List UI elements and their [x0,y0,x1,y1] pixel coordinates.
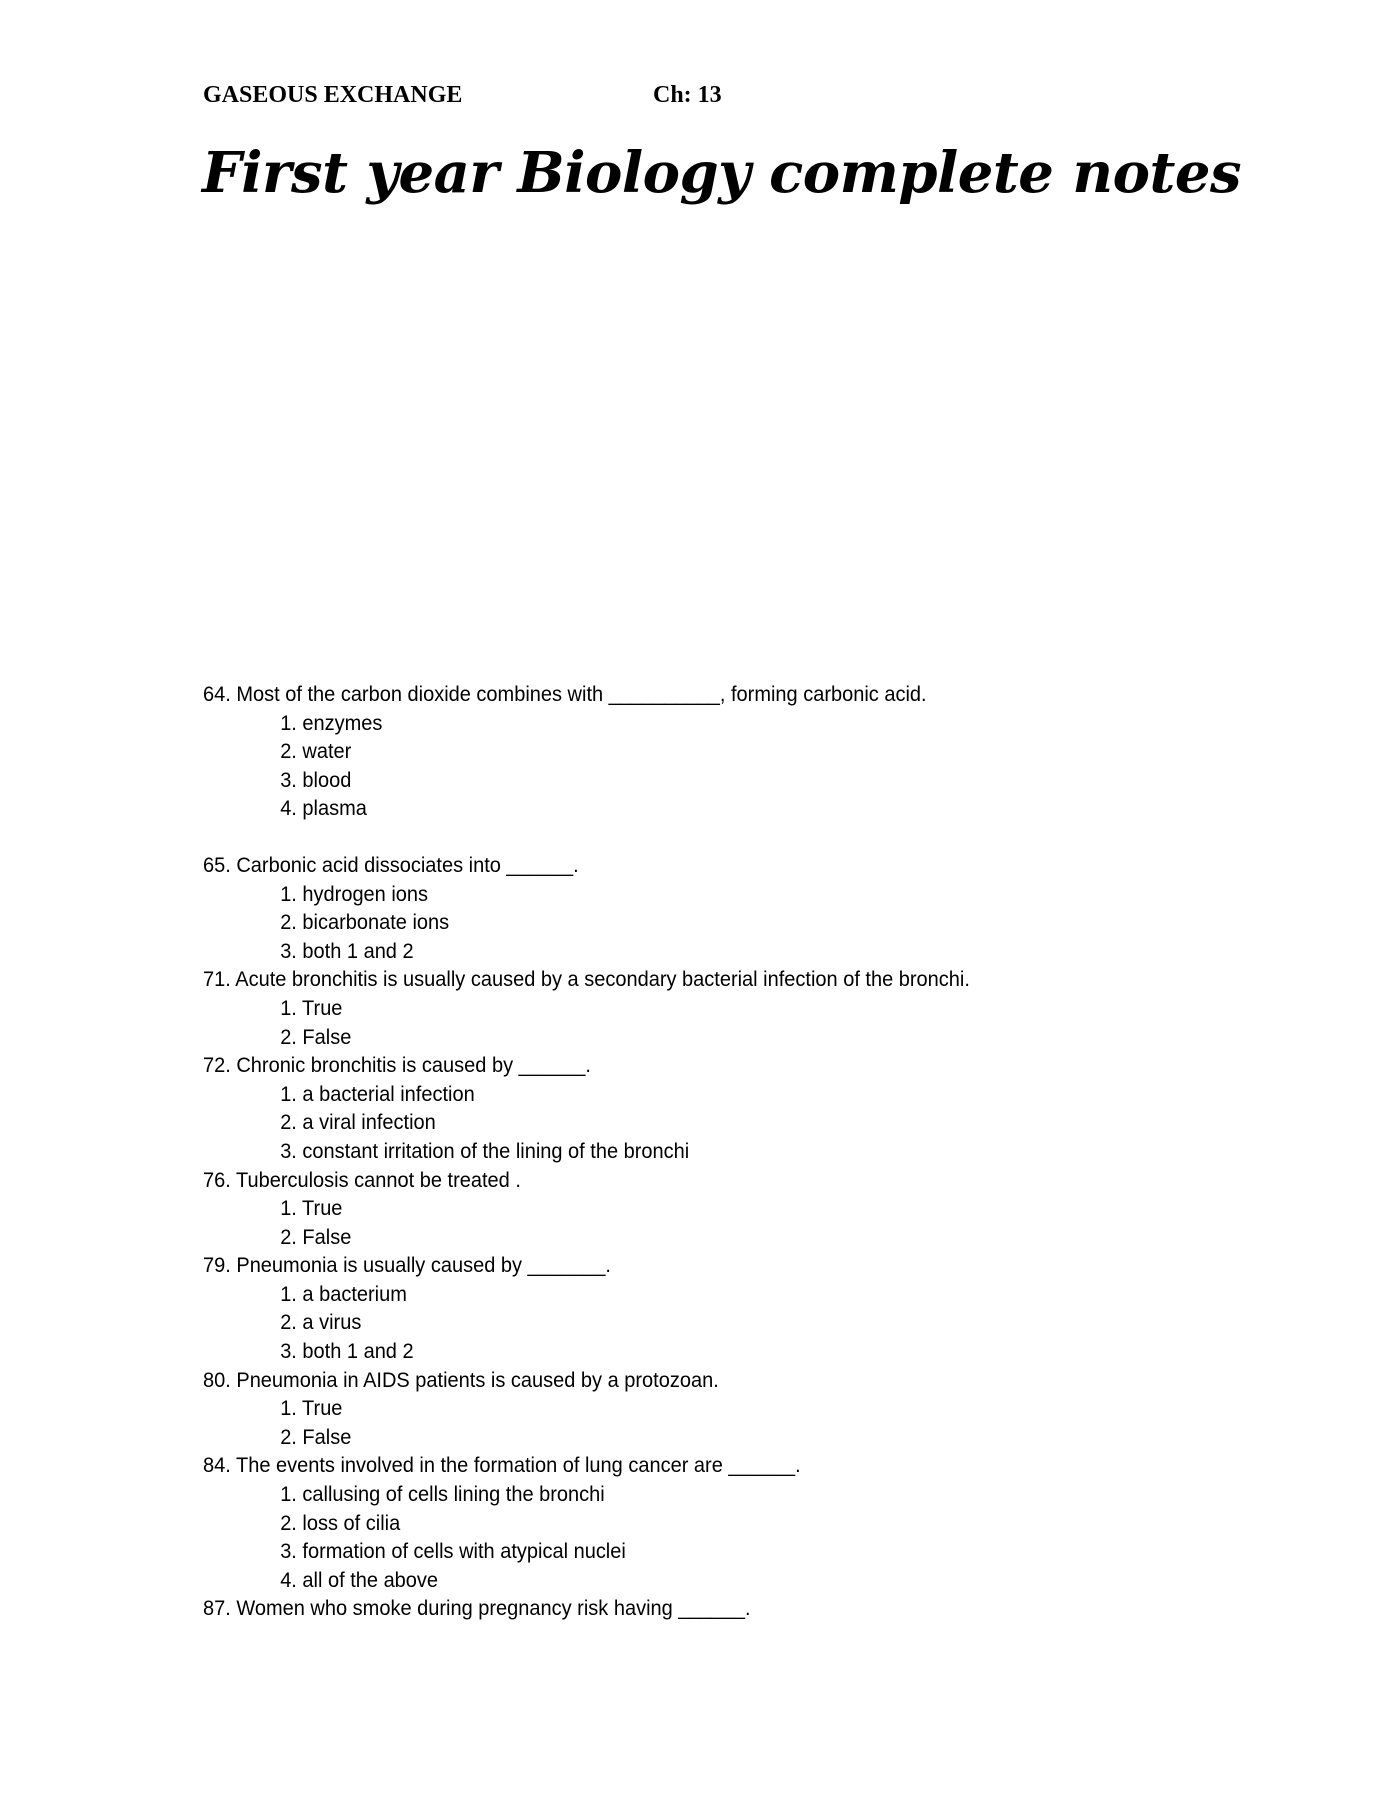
option-list [203,1280,1226,1366]
option-item: 3. both 1 and 2 [280,1339,414,1364]
option-list [203,994,1226,1051]
option-list [203,880,1226,966]
question-stem: 76. Tuberculosis cannot be treated . [203,1167,521,1192]
option-item: 2. a viral infection [280,1110,436,1135]
option-item: 1. a bacterium [280,1281,407,1306]
question-stem: 65. Carbonic acid dissociates into ______. [203,852,579,877]
option-item: 2. bicarbonate ions [280,910,450,935]
question-stem: 80. Pneumonia in AIDS patients is caused by a protozoan. [203,1367,719,1392]
option-item: 4. plasma [280,796,367,821]
option-item: 1. callusing of cells lining the bronchi [280,1482,605,1507]
option-item: 2. False [280,1224,352,1249]
question-stem: 87. Women who smoke during pregnancy risk having ______. [203,1596,751,1621]
option-item: 2. False [280,1424,352,1449]
question-65 [203,851,1226,965]
spacer [203,823,1226,851]
question-stem: 71. Acute bronchitis is usually caused by a secondary bacterial infection of the bronchi. [203,967,970,992]
header-subject: GASEOUS EXCHANGE [203,82,463,108]
question-stem: 72. Chronic bronchitis is caused by ______. [203,1053,591,1078]
option-item: 2. False [280,1024,352,1049]
question-71 [203,965,1226,1051]
option-item: 1. enzymes [280,710,383,735]
question-stem: 64. Most of the carbon dioxide combines with __________, forming carbonic acid. [203,682,927,706]
question-84 [203,1451,1226,1594]
question-64 [203,680,1226,823]
option-list [203,1394,1226,1451]
option-list [203,1080,1226,1166]
option-item: 1. True [280,1196,343,1221]
option-item: 1. True [280,1396,343,1421]
option-list [203,1194,1226,1251]
question-80 [203,1366,1226,1452]
question-stem: 79. Pneumonia is usually caused by _______. [203,1253,611,1278]
option-item: 1. a bacterial infection [280,1081,475,1106]
option-item: 2. loss of cilia [280,1510,401,1535]
option-item: 1. True [280,995,343,1020]
option-item: 3. constant irritation of the lining of the bronchi [280,1138,690,1163]
question-79 [203,1251,1226,1365]
option-item: 2. a virus [280,1310,362,1335]
option-item: 3. both 1 and 2 [280,938,414,963]
option-item: 3. blood [280,767,352,792]
question-72 [203,1051,1226,1165]
question-87 [203,1594,1226,1623]
header-chapter: Ch: 13 [653,82,722,108]
option-item: 4. all of the above [280,1567,439,1592]
question-list [203,680,1226,1623]
question-76 [203,1166,1226,1252]
option-item: 2. water [280,739,352,764]
option-item: 1. hydrogen ions [280,881,429,906]
option-list [203,709,1226,823]
option-item: 3. formation of cells with atypical nuclei [280,1539,626,1564]
page-title: First year Biology complete notes [202,140,1241,206]
option-list [203,1480,1226,1594]
question-stem: 84. The events involved in the formation of lung cancer are ______. [203,1453,801,1478]
